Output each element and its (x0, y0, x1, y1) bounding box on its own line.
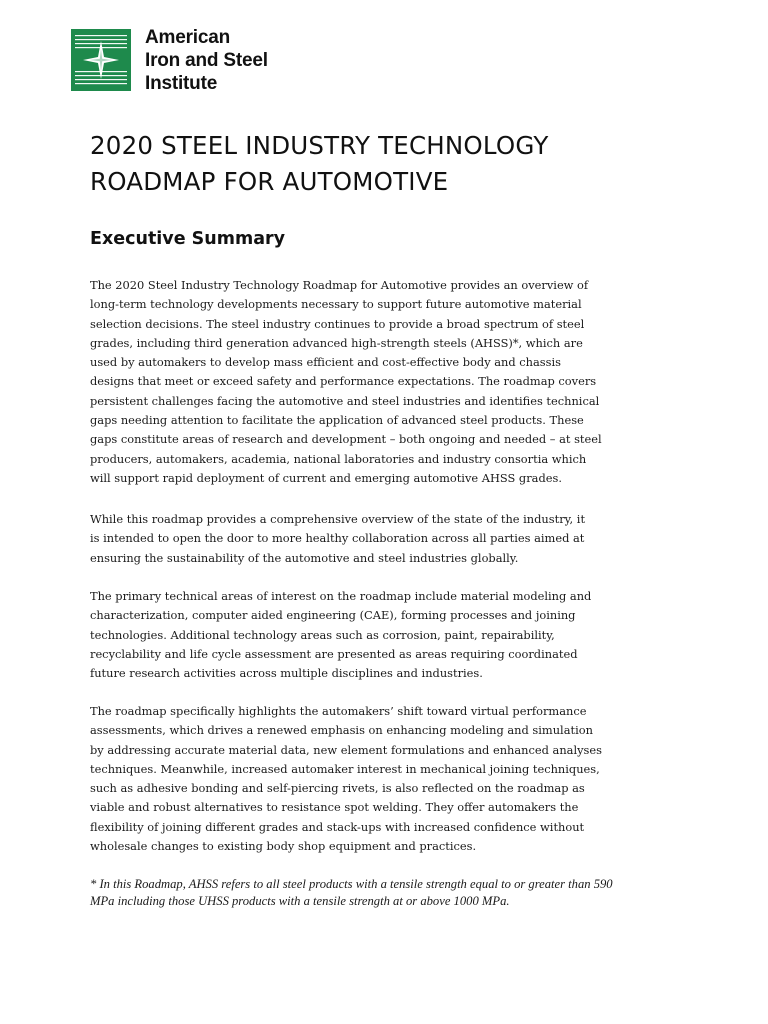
text-line: technologies. Additional technology areas such as corrosion, paint, repairability, (90, 627, 555, 642)
aisi-logo-mark-icon (71, 29, 131, 91)
text-line: viable and robust alternatives to resistance spot welding. They offer automakers the (90, 800, 579, 815)
section-heading: Executive Summary (90, 229, 286, 249)
text-line: used by automakers to develop mass efficient and cost-effective body and chassis (90, 355, 561, 370)
logo-line-3: Institute (145, 73, 218, 94)
text-line: gaps constitute areas of research and development – both ongoing and needed – at steel (90, 432, 602, 447)
text-line: will support rapid deployment of current and emerging automotive AHSS grades. (90, 470, 562, 485)
paragraph-overview (90, 276, 710, 488)
footnote (90, 876, 710, 909)
paragraph-technical-areas (90, 587, 710, 683)
text-line: recyclability and life cycle assessment are presented as areas requiring coordinated (90, 646, 578, 661)
text-line: selection decisions. The steel industry continues to provide a broad spectrum of steel (90, 316, 585, 331)
document-title (90, 128, 710, 200)
text-line: long-term technology developments necessary to support future automotive material (90, 297, 582, 312)
text-line: by addressing accurate material data, new element formulations and enhanced analyses (90, 742, 602, 757)
text-line: is intended to open the door to more healthy collaboration across all parties aimed at (90, 531, 585, 546)
text-line: such as adhesive bonding and self-piercing rivets, is also reflected on the roadmap as (90, 781, 585, 796)
footnote-line: MPa including those UHSS products with a tensile strength at or above 1000 MPa. (90, 893, 510, 908)
title-line-2: ROADMAP FOR AUTOMOTIVE (90, 167, 449, 196)
paragraph-highlights (90, 702, 710, 856)
aisi-logo-wordmark (145, 26, 268, 95)
text-line: flexibility of joining different grades and stack-ups with increased confidence without (90, 819, 585, 834)
text-line: producers, automakers, academia, national laboratories and industry consortia which (90, 451, 587, 466)
text-line: While this roadmap provides a comprehensive overview of the state of the industry, it (90, 512, 586, 526)
logo-line-2: Iron and Steel (145, 50, 268, 71)
text-line: persistent challenges facing the automotive and steel industries and identifies technical (90, 393, 600, 408)
text-line: characterization, computer aided engineering (CAE), forming processes and joining (90, 608, 576, 623)
text-line: The 2020 Steel Industry Technology Roadmap for Automotive provides an overview of (90, 278, 589, 292)
text-line: gaps needing attention to facilitate the application of advanced steel products. These (90, 413, 584, 428)
text-line: wholesale changes to existing body shop equipment and practices. (90, 839, 477, 854)
text-line: ensuring the sustainability of the automotive and steel industries globally. (90, 550, 519, 565)
aisi-logo (71, 29, 268, 95)
text-line: designs that meet or exceed safety and performance expectations. The roadmap covers (90, 374, 597, 389)
text-line: future research activities across multiple disciplines and industries. (90, 666, 483, 681)
text-line: The primary technical areas of interest on the roadmap include material modeling and (90, 589, 592, 603)
text-line: The roadmap specifically highlights the automakers’ shift toward virtual performance (90, 704, 587, 718)
text-line: grades, including third generation advanced high-strength steels (AHSS)*, which are (90, 335, 583, 350)
title-line-1: 2020 STEEL INDUSTRY TECHNOLOGY (90, 131, 549, 160)
text-line: assessments, which drives a renewed emphasis on enhancing modeling and simulation (90, 723, 593, 738)
logo-line-1: American (145, 27, 230, 48)
footnote-line: * In this Roadmap, AHSS refers to all steel products with a tensile strength equal to or greater than 590 (90, 877, 613, 891)
paragraph-collaboration (90, 510, 710, 568)
text-line: techniques. Meanwhile, increased automaker interest in mechanical joining techniques, (90, 761, 600, 776)
